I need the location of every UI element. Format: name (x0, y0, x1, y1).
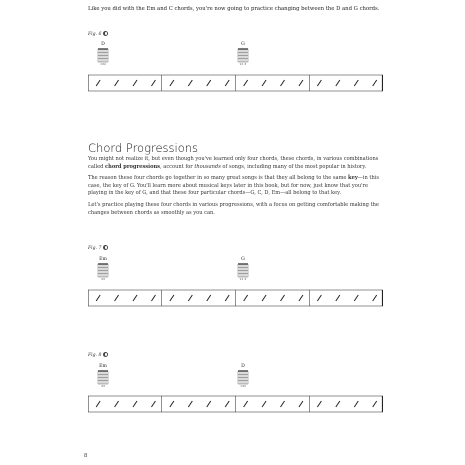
rhythm-slash (133, 295, 137, 301)
page-number: 8 (84, 453, 88, 459)
rhythm-slash (299, 401, 303, 407)
rhythm-slash (336, 401, 340, 407)
term-bold: chord progressions (105, 163, 161, 170)
chord-name: G (241, 42, 245, 47)
chord-fingering: 23 (101, 277, 105, 281)
chord-grid (236, 47, 250, 63)
term-bold: key (348, 175, 358, 181)
chord-name: G (241, 257, 245, 262)
rhythm-slash (373, 401, 377, 407)
chord-fingering: 21 3 (239, 62, 247, 66)
rhythm-slash (244, 401, 248, 407)
rhythm-slash (262, 80, 266, 86)
rhythm-slash (115, 295, 119, 301)
rhythm-slash (244, 295, 248, 301)
rhythm-slash (317, 295, 321, 301)
rhythm-staff (88, 391, 383, 417)
rhythm-slash (170, 80, 174, 86)
rhythm-slash (96, 80, 100, 86)
text-run: You might not realize it, but even though you've learned only four chords, these chords, in various combinations called (88, 156, 379, 170)
rhythm-slash (188, 80, 192, 86)
chord-fingering: 23 (101, 384, 105, 388)
chord-name: Em (99, 257, 107, 262)
rhythm-slash (96, 401, 100, 407)
rhythm-slash (115, 401, 119, 407)
rhythm-slash (373, 80, 377, 86)
rhythm-slash (244, 80, 248, 86)
rhythm-slash (207, 80, 211, 86)
rhythm-slash (299, 80, 303, 86)
text-run: —in this case, the key of G. You'll learn more about musical keys later in this book, but for now, just know that you're playing in the key of G, and that these four particular chords—G, C, D, Em—all belong to that key. (88, 175, 379, 197)
intro-text: Like you did with the Em and C chords, you're now going to practice changing between the D and G chords. (88, 6, 380, 12)
rhythm-slash (151, 295, 155, 301)
rhythm-staff (88, 285, 383, 311)
figure-label-text: Fig. 8 (88, 353, 102, 358)
chord-name: D (241, 364, 245, 369)
rhythm-slash (225, 401, 229, 407)
figure-label (88, 31, 108, 37)
audio-track-icon[interactable] (103, 245, 108, 250)
rhythm-slash (336, 295, 340, 301)
figure-label-text: Fig. 7 (88, 246, 102, 251)
chord-diagram (96, 364, 110, 388)
rhythm-slash (188, 401, 192, 407)
chord-grid (96, 369, 110, 385)
chord-diagram (236, 257, 250, 281)
chord-diagram (96, 42, 110, 66)
rhythm-slash (96, 295, 100, 301)
paragraph (88, 175, 383, 198)
chord-fingering: 132 (100, 62, 106, 66)
rhythm-slash (336, 80, 340, 86)
chord-grid (96, 47, 110, 63)
figure-label-text: Fig. 6 (88, 32, 102, 37)
text-run: of songs, including many of the most popular in history. (220, 163, 367, 170)
chord-fingering: 21 3 (239, 277, 247, 281)
rhythm-slash (225, 80, 229, 86)
rhythm-slash (188, 295, 192, 301)
paragraph (88, 156, 383, 171)
rhythm-slash (354, 295, 358, 301)
chord-name: D (101, 42, 105, 47)
chord-diagram (236, 42, 250, 66)
rhythm-slash (262, 401, 266, 407)
rhythm-slash (281, 295, 285, 301)
chord-grid (236, 262, 250, 278)
text-run: The reason these four chords go together in so many great songs is that they all belong to the same (88, 175, 349, 181)
rhythm-slash (281, 80, 285, 86)
rhythm-slash (317, 401, 321, 407)
rhythm-slash (262, 295, 266, 301)
audio-track-icon[interactable] (103, 31, 108, 36)
chord-diagram (96, 257, 110, 281)
rhythm-slash (151, 401, 155, 407)
rhythm-slash (207, 401, 211, 407)
rhythm-slash (170, 401, 174, 407)
figure-label (88, 352, 108, 358)
rhythm-slash (207, 295, 211, 301)
rhythm-slash (354, 401, 358, 407)
chord-grid (236, 369, 250, 385)
audio-track-icon[interactable] (103, 352, 108, 357)
paragraph: Let's practice playing these four chords in various progressions, with a focus on getting comfortable making the changes between chords as smoothly as you can. (88, 202, 379, 216)
rhythm-slash (115, 80, 119, 86)
rhythm-slash (373, 295, 377, 301)
rhythm-slash (225, 295, 229, 301)
figure-label (88, 245, 108, 251)
rhythm-slash (133, 401, 137, 407)
text-run: , account for (160, 163, 195, 170)
chord-grid (96, 262, 110, 278)
rhythm-slash (281, 401, 285, 407)
rhythm-slash (170, 295, 174, 301)
section-heading: Chord Progressions (88, 141, 199, 155)
rhythm-slash (299, 295, 303, 301)
chord-diagram (236, 364, 250, 388)
chord-name: Em (99, 364, 107, 369)
rhythm-staff (88, 70, 383, 96)
rhythm-slash (317, 80, 321, 86)
rhythm-slash (151, 80, 155, 86)
rhythm-slash (354, 80, 358, 86)
chord-fingering: 132 (240, 384, 246, 388)
emphasis: thousands (194, 163, 221, 170)
rhythm-slash (133, 80, 137, 86)
